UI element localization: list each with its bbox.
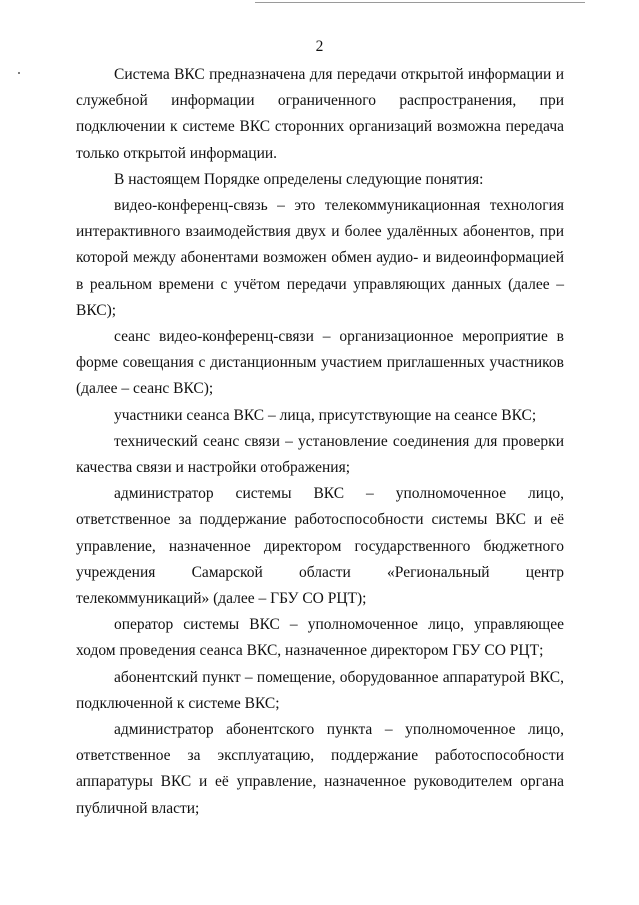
definition-subscriber-point-administrator: администратор абонентского пункта – уполномоченное лицо, ответственное за эксплуатацию, поддержание работоспособности аппаратуры ВКС и её управление, назначенное руководителем органа публичной власти; xyxy=(76,721,564,817)
definition-video-conference: видео-конференц-связь – это телекоммуникационная технология интерактивного взаимодействия двух и более удалённых абонентов, при которой между абонентами возможен обмен аудио- и видеоинформацией в реальном времени с учётом передачи управляющих данных (далее – ВКС); xyxy=(76,197,564,319)
definition-technical-session: технический сеанс связи – установление соединения для проверки качества связи и настройки отображения; xyxy=(76,432,564,477)
paragraph-definitions-intro: В настоящем Порядке определены следующие понятия: xyxy=(114,170,484,188)
paragraph-system-purpose: Система ВКС предназначена для передачи открытой информации и служебной информации ограниченного распространения, при подключении к системе ВКС сторонних организаций возможна передача только открытой информации. xyxy=(76,66,564,162)
document-body xyxy=(76,62,564,822)
definition-subscriber-point: абонентский пункт – помещение, оборудованное аппаратурой ВКС, подключенной к системе ВКС; xyxy=(76,668,564,712)
definition-system-administrator: администратор системы ВКС – уполномоченное лицо, ответственное за поддержание работоспособности системы ВКС и её управление, назначенное директором государственного бюджетного учреждения Самарской области «Региональный центр телекоммуникаций» (далее – ГБУ СО РЦТ); xyxy=(76,485,564,608)
definition-system-operator: оператор системы ВКС – уполномоченное лицо, управляющее ходом проведения сеанса ВКС, назначенное директором ГБУ СО РЦТ; xyxy=(76,616,564,660)
definition-session-participants: участники сеанса ВКС – лица, присутствующие на сеансе ВКС; xyxy=(114,406,537,424)
definition-vks-session: сеанс видео-конференц-связи – организационное мероприятие в форме совещания с дистанционным участием приглашенных участников (далее – сеанс ВКС); xyxy=(76,328,564,398)
scan-edge-line xyxy=(255,2,585,3)
scan-speck xyxy=(18,72,20,74)
page-number: 2 xyxy=(315,38,324,55)
